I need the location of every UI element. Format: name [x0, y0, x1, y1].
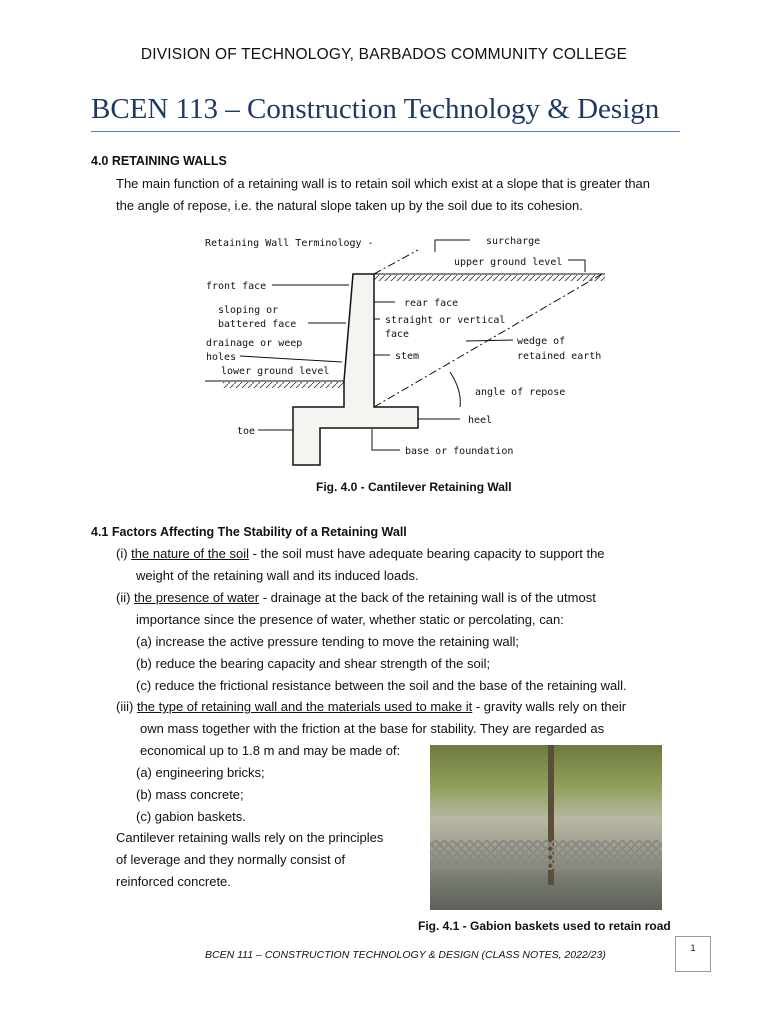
label-drainage: drainage or weep — [206, 338, 303, 349]
page-number: 1 — [675, 936, 711, 972]
retaining-wall-diagram — [0, 0, 768, 480]
sub-item: (b) mass concrete; — [136, 787, 244, 802]
paragraph-line: The main function of a retaining wall is to retain soil which exist at a slope that is greater than — [116, 176, 651, 191]
sub-item: (a) increase the active pressure tending to move the retaining wall; — [136, 634, 519, 649]
label-battered-face: battered face — [218, 319, 297, 330]
upper-ground-hatch — [374, 275, 605, 281]
label-surcharge: surcharge — [486, 236, 541, 247]
figure-caption: Fig. 4.1 - Gabion baskets used to retain road — [418, 919, 671, 933]
label-rear-face: rear face — [404, 298, 459, 309]
page-title: BCEN 113 – Construction Technology & Design — [91, 93, 660, 125]
section-heading-4-0: 4.0 RETAINING WALLS — [91, 154, 227, 168]
item-text: - the soil must have adequate bearing capacity to support the — [248, 546, 605, 561]
surcharge-line — [374, 250, 418, 274]
label-wedge: wedge of — [517, 336, 566, 347]
underlined-term: the type of retaining wall and the materials used to make it — [136, 699, 473, 714]
label-base: base or foundation — [405, 446, 514, 457]
paragraph-line: the angle of repose, i.e. the natural slope taken up by the soil due to its cohesion. — [116, 198, 583, 213]
label-face: face — [385, 329, 410, 340]
item-label: (i) — [116, 546, 132, 561]
page-header: DIVISION OF TECHNOLOGY, BARBADOS COMMUNITY COLLEGE — [140, 46, 628, 63]
gabion-baskets-photo — [430, 745, 662, 910]
label-upper-ground-level: upper ground level — [454, 257, 563, 268]
label-front-face: front face — [206, 281, 267, 292]
underlined-term: the nature of the soil — [131, 546, 249, 561]
item-text: own mass together with the friction at the base for stability. They are regarded as — [140, 721, 605, 736]
label-sloping: sloping or — [218, 305, 279, 316]
angle-arc — [450, 372, 460, 407]
sub-item: (b) reduce the bearing capacity and shear strength of the soil; — [136, 656, 491, 671]
paragraph-line: Cantilever retaining walls rely on the principles — [116, 830, 384, 845]
label-toe: toe — [237, 426, 256, 437]
label-angle-of-repose: angle of repose — [475, 387, 566, 398]
item-text: - drainage at the back of the retaining wall is of the utmost — [259, 590, 596, 605]
sub-item: (c) gabion baskets. — [136, 809, 246, 824]
item-text: importance since the presence of water, whether static or percolating, can: — [136, 612, 564, 627]
item-label: (iii) — [116, 699, 137, 714]
item-text: - gravity walls rely on their — [472, 699, 627, 714]
paragraph-line: of leverage and they normally consist of — [116, 852, 346, 867]
figure-caption: Fig. 4.0 - Cantilever Retaining Wall — [316, 480, 512, 494]
sub-item: (a) engineering bricks; — [136, 765, 265, 780]
label-heel: heel — [468, 415, 493, 426]
label-stem: stem — [395, 351, 420, 362]
label-lower-ground-level: lower ground level — [221, 366, 330, 377]
label-retained-earth: retained earth — [517, 351, 602, 362]
paragraph-line: reinforced concrete. — [116, 874, 231, 889]
item-text: weight of the retaining wall and its induced loads. — [136, 568, 419, 583]
label-holes: holes — [206, 352, 237, 363]
gabion-fence — [430, 840, 662, 870]
diagram-title: Retaining Wall Terminology - — [205, 238, 374, 249]
underlined-term: the presence of water — [134, 590, 260, 605]
page-footer: BCEN 111 – CONSTRUCTION TECHNOLOGY & DESIGN (CLASS NOTES, 2022/23) — [205, 949, 606, 961]
section-heading-4-1: 4.1 Factors Affecting The Stability of a Retaining Wall — [91, 525, 407, 539]
sub-item: (c) reduce the frictional resistance between the soil and the base of the retaining wall. — [136, 678, 627, 693]
item-text: economical up to 1.8 m and may be made of: — [140, 743, 401, 758]
lower-ground-hatch — [223, 382, 344, 388]
item-label: (ii) — [116, 590, 135, 605]
label-straight: straight or vertical — [385, 315, 506, 326]
